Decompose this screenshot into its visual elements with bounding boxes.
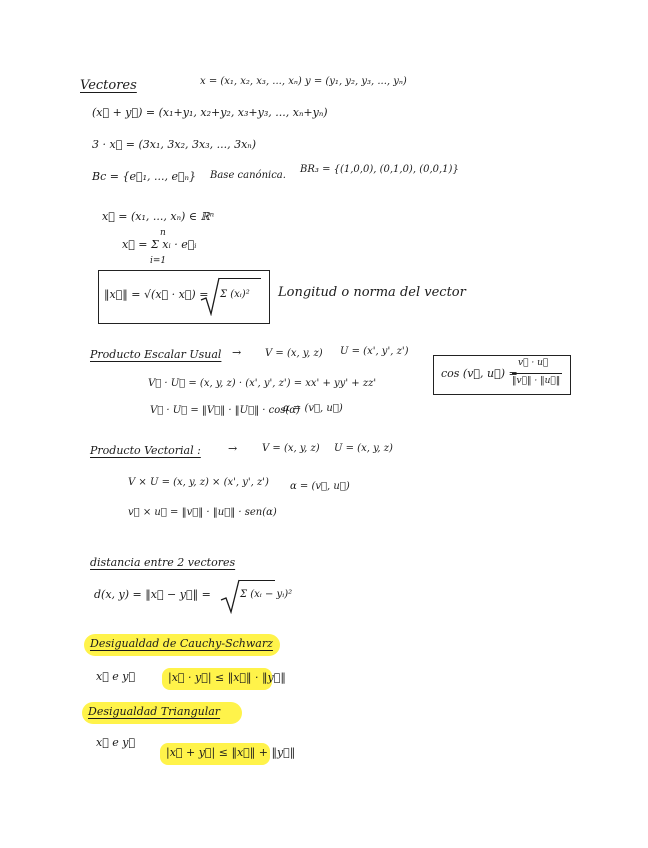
- cross-product-expansion: V × U = (x, y, z) × (x', y', z'): [128, 477, 269, 488]
- section-title-vectores: Vectores: [80, 78, 137, 93]
- dot-product-expansion: V⃗ · U⃗ = (x, y, z) · (x', y', z') = xx' + yy' + zz': [148, 378, 377, 389]
- cross-product-title: Producto Vectorial :: [90, 444, 201, 457]
- x-in-rn: x⃗ = (x₁, ..., xₙ) ∈ ℝⁿ: [102, 210, 215, 223]
- distance-radical-sign: [220, 578, 240, 614]
- cross-product-arrow: →: [228, 442, 238, 455]
- x-linear-combination: x⃗ = Σ xᵢ · e⃗ᵢ: [122, 238, 197, 251]
- norm-radical-bar: [219, 278, 261, 279]
- triangular-vectors: x⃗ e y⃗: [96, 736, 136, 749]
- norm-formula-radicand: Σ (xᵢ)²: [220, 289, 250, 300]
- norm-radical-sign: [200, 276, 220, 316]
- dot-product-angle: α = (v⃗, u⃗): [283, 403, 343, 414]
- u-components: U = (x', y', z'): [340, 346, 409, 357]
- vector-sum: (x⃗ + y⃗) = (x₁+y₁, x₂+y₂, x₃+y₃, ..., xₙ+yₙ): [92, 106, 328, 119]
- cross-product-norm-form: v⃗ × u⃗ = ‖v⃗‖ · ‖u⃗‖ · sen(α): [128, 507, 277, 518]
- v-components: V = (x, y, z): [265, 348, 323, 359]
- norm-description: Longitud o norma del vector: [278, 285, 466, 300]
- triangular-title: Desigualdad Triangular: [88, 705, 221, 718]
- norm-formula-left: ‖x⃗‖ = √(x⃗ · x⃗) =: [104, 288, 209, 301]
- cosine-formula-left: cos (v⃗, u⃗) =: [441, 367, 518, 380]
- cross-u-components: U = (x, y, z): [334, 443, 393, 454]
- canonical-basis: Bc = {e⃗₁, ..., e⃗ₙ}: [92, 170, 197, 183]
- cosine-denominator: ‖v⃗‖ · ‖u⃗‖: [512, 376, 561, 386]
- y-definition: y = (y₁, y₂, y₃, ..., yₙ): [305, 76, 407, 87]
- dot-product-title: Producto Escalar Usual: [90, 348, 222, 361]
- r3-basis: BR₃ = {(1,0,0), (0,1,0), (0,0,1)}: [300, 164, 459, 175]
- cauchy-schwarz-title: Desigualdad de Cauchy-Schwarz: [90, 637, 273, 650]
- cross-v-components: V = (x, y, z): [262, 443, 320, 454]
- x-definition: x = (x₁, x₂, x₃, ..., xₙ): [200, 76, 302, 87]
- triangular-formula: |x⃗ + y⃗| ≤ ‖x⃗‖ + ‖y⃗‖: [166, 746, 296, 759]
- cosine-fraction-bar: [512, 373, 562, 374]
- cross-product-angle: α = (v⃗, u⃗): [290, 481, 350, 492]
- distance-radical-bar: [239, 580, 275, 581]
- cauchy-vectors: x⃗ e y⃗: [96, 670, 136, 683]
- dot-product-arrow: →: [232, 346, 242, 359]
- dot-product-norm-form: V⃗ · U⃗ = ‖V⃗‖ · ‖U⃗‖ · cos(α): [150, 405, 300, 416]
- distance-title: distancia entre 2 vectores: [90, 556, 236, 569]
- canonical-basis-label: Base canónica.: [210, 170, 286, 181]
- sum-upper-limit: n: [160, 228, 166, 238]
- sum-lower-limit: i=1: [150, 256, 167, 266]
- scalar-product: 3 · x⃗ = (3x₁, 3x₂, 3x₃, ..., 3xₙ): [92, 138, 257, 151]
- cauchy-schwarz-formula: |x⃗ · y⃗| ≤ ‖x⃗‖ · ‖y⃗‖: [168, 671, 286, 684]
- distance-formula: d(x, y) = ‖x⃗ − y⃗‖ =: [94, 588, 211, 601]
- cosine-numerator: v⃗ · u⃗: [518, 358, 549, 368]
- distance-radicand: Σ (xᵢ − yᵢ)²: [240, 589, 293, 600]
